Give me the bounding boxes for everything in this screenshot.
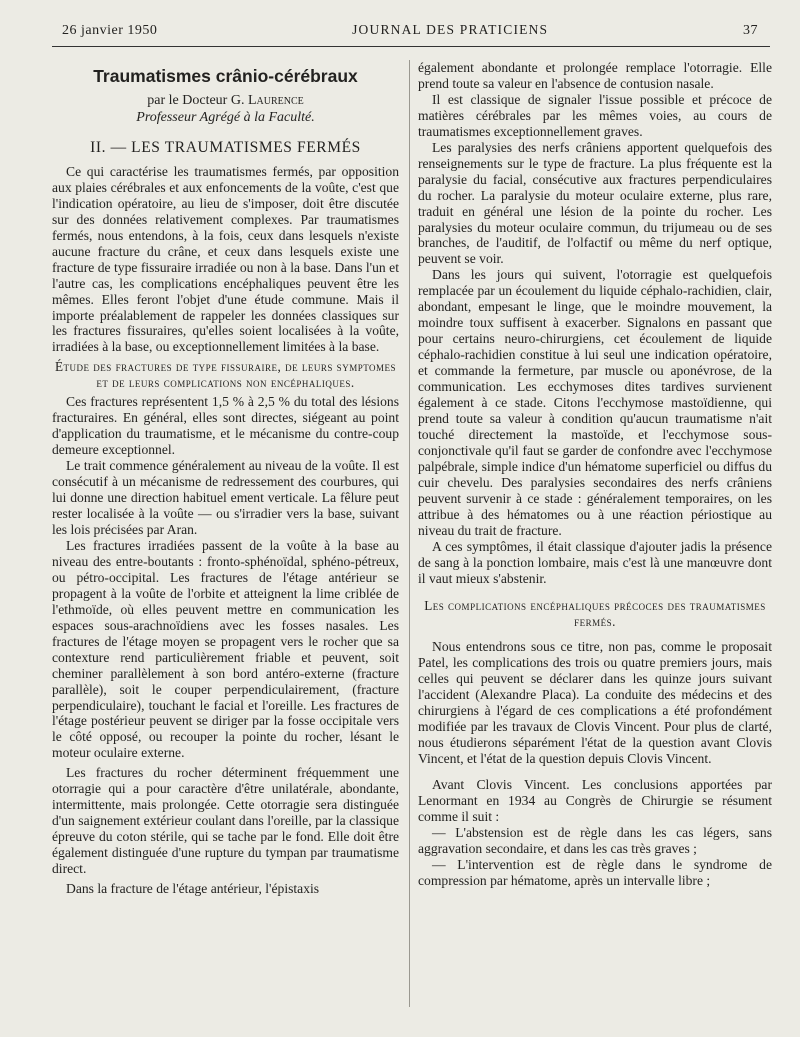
paragraph: A ces symptômes, il était classique d'ajouter jadis la présence de sang à la ponction lombaire, mais c'est là une manœuvre dont il vaut mieux s'abstenir. [418, 538, 772, 586]
left-column [52, 60, 399, 1007]
paragraph: Les fractures irradiées passent de la voûte à la base au niveau des entre-boutants : fronto-sphénoïdal, sphéno-pétreux, ou pétro-occipital. Les fractures de l'étage antérieur se propagent à la voûte de l'orbite et atteignent la lime criblée de l'ethmoïde, où elles peuvent mettre en communication les espaces sous-arachnoïdiens avec les fosses nasales. Les fractures de l'étage moyen se propagent vers le rocher que sa contexture rend particulièrement friable et peuvent, soit cheminer parallèlement à son bord antéro-externe (fracture parallèle), soit le couper perpendiculairement, (fracture perpendiculaire), touchant le facial et l'oreille. Les fractures de l'étage postérieur peuvent se diriger par la fosse occipitale vers le côté opposé, ou recouper la pointe du rocher, lésant le moteur oculaire externe. [52, 537, 399, 761]
section-title: II. — LES TRAUMATISMES FERMÉS [90, 139, 361, 156]
paragraph: également abondante et prolongée remplace l'otorragie. Elle prend toute sa valeur en l'absence de contusion nasale. [418, 60, 772, 91]
paragraph: Avant Clovis Vincent. Les conclusions apportées par Lenormant en 1934 au Congrès de Chirurgie se résument comme il suit : [418, 777, 772, 824]
column-divider [409, 60, 410, 1007]
article-title: Traumatismes crânio-cérébraux [93, 66, 358, 86]
paragraph: Dans la fracture de l'étage antérieur, l'épistaxis [66, 880, 320, 896]
paragraph: Dans les jours qui suivent, l'otorragie est quelquefois remplacée par un écoulement du liquide céphalo-rachidien, clair, abondant, empesant le linge, que le moindre mouvement, la moindre toux suffisent à exacerber. Signalons en passant que pour certains neuro-chirurgiens, cet écoulement de liquide céphalo-rachidien constitue à lui seul une indication opératoire, et commande la fermeture, par muscle ou aponévrose, de la communication. Les ecchymoses dites tardives survienent également à ce stade. Citons l'ecchymose mastoïdienne, qui prend toute sa valeur à condition qu'aucun traumatisme n'ait touché directement la mastoïde, et l'ecchymose sous-conjonctivale qu'il faut se garder de confondre avec l'ecchymose palpébrale, simple indice d'un hématome superficiel ou diffus du cuir chevelu. Des paralysies secondaires des nerfs crâniens peuvent survenir à ce stade : généralement temporaires, on les attribue à des hématomes ou à une réaction périostique au niveau du trait de fracture. [418, 267, 772, 538]
author-affiliation: Professeur Agrégé à la Faculté. [136, 110, 315, 125]
paragraph: Ce qui caractérise les traumatismes fermés, par opposition aux plaies cérébrales et aux enfoncements de la voûte, c'est que l'indication opératoire, au lieu de s'imposer, doit être discutée sur des données relativement complexes. Par traumatismes fermés, nous entendons, à la fois, ceux dans lesquels n'existe aucune fracture du crâne, et ceux dans lesquels existe une fracture de type fissuraire irradiée ou non à la base. Dans l'un et l'autre cas, les complications encéphaliques peuvent être les mêmes. Elles feront l'objet d'une étude commune. Mais il importe préalablement de rappeler les données classiques sur les fractures fissuraires, qu'elles soient localisées à la voûte, irradiées à la base, ou exceptionnellement limitées à la base. [52, 163, 399, 355]
paragraph: — L'abstension est de règle dans les cas légers, sans aggravation secondaire, et dans les cas très graves ; [418, 824, 772, 856]
header-date: 26 janvier 1950 [62, 23, 158, 38]
subheading: Les complications encéphaliques précoces des traumatismes fermés. [424, 598, 766, 629]
paragraph: Les fractures du rocher déterminent fréquemment une otorragie qui a pour caractère d'être unilatérale, abondante, intermittente, mais prolongée. Cette otorragie sera distinguée d'un saignement extérieur coulant dans l'oreille, par la classique épreuve du coton stérile, qui se tache par le fond. Elle doit être également distinguée d'une rupture du tympan par traumatisme direct. [52, 765, 399, 877]
byline-prefix: par le Docteur G. [147, 93, 248, 108]
right-column [418, 60, 772, 1007]
paragraph: Nous entendrons sous ce titre, non pas, comme le proposait Patel, les complications des trois ou quatre premiers jours, mais celles qui peuvent se déclarer dans les quinze jours suivant l'accident (Alexandre Placa). La conduite des médecins et des chirurgiens à l'égard de ces complications a été profondément modifiée par les travaux de Clovis Vincent. Pour plus de clarté, nous étudierons séparément l'état de la question avant Clovis Vincent, et l'état de la question depuis Clovis Vincent. [418, 639, 772, 767]
author-name: Laurence [247, 93, 304, 108]
header-rule [52, 46, 770, 47]
paragraph: — L'intervention est de règle dans le syndrome de compression par hématome, après un intervalle libre ; [418, 856, 772, 888]
paragraph: Ces fractures représentent 1,5 % à 2,5 % du total des lésions fracturaires. En général, elles sont directes, siégeant au point d'application du traumatisme, et le mécanisme du contre-coup demeure exceptionnel. [52, 394, 399, 458]
header-journal-name: JOURNAL DES PRATICIENS [352, 22, 549, 37]
paragraph: Les paralysies des nerfs crâniens apportent quelquefois des renseignements sur le type de fracture. La plus fréquente est la paralysie du facial, consécutive aux fractures perpendiculaires du rocher. La paralysie du moteur oculaire externe, plus rare, traduit en général une lésion de la pointe du rocher. Les paralysies du moteur oculaire commun, du trijumeau ou de ses branches, de l'auditif, de l'olfactif ou même du nerf optique, peuvent se voir. [418, 139, 772, 267]
article-byline [52, 92, 399, 109]
paragraph: Il est classique de signaler l'issue possible et précoce de matières cérébrales par les mêmes voies, au cours de traumatismes exceptionnellement graves. [418, 91, 772, 139]
subheading: Étude des fractures de type fissuraire, de leurs symptomes et de leurs complications non encéphaliques. [54, 359, 397, 390]
running-header [62, 22, 758, 44]
paragraph: Le trait commence généralement au niveau de la voûte. Il est consécutif à un mécanisme de redressement des courbures, qui lui donne une direction habituel ement verticale. La fêlure peut rester localisée à la voûte — ou s'irradier vers la base, suivant les lois précisées par Aran. [52, 458, 399, 538]
header-page-number: 37 [742, 23, 758, 38]
